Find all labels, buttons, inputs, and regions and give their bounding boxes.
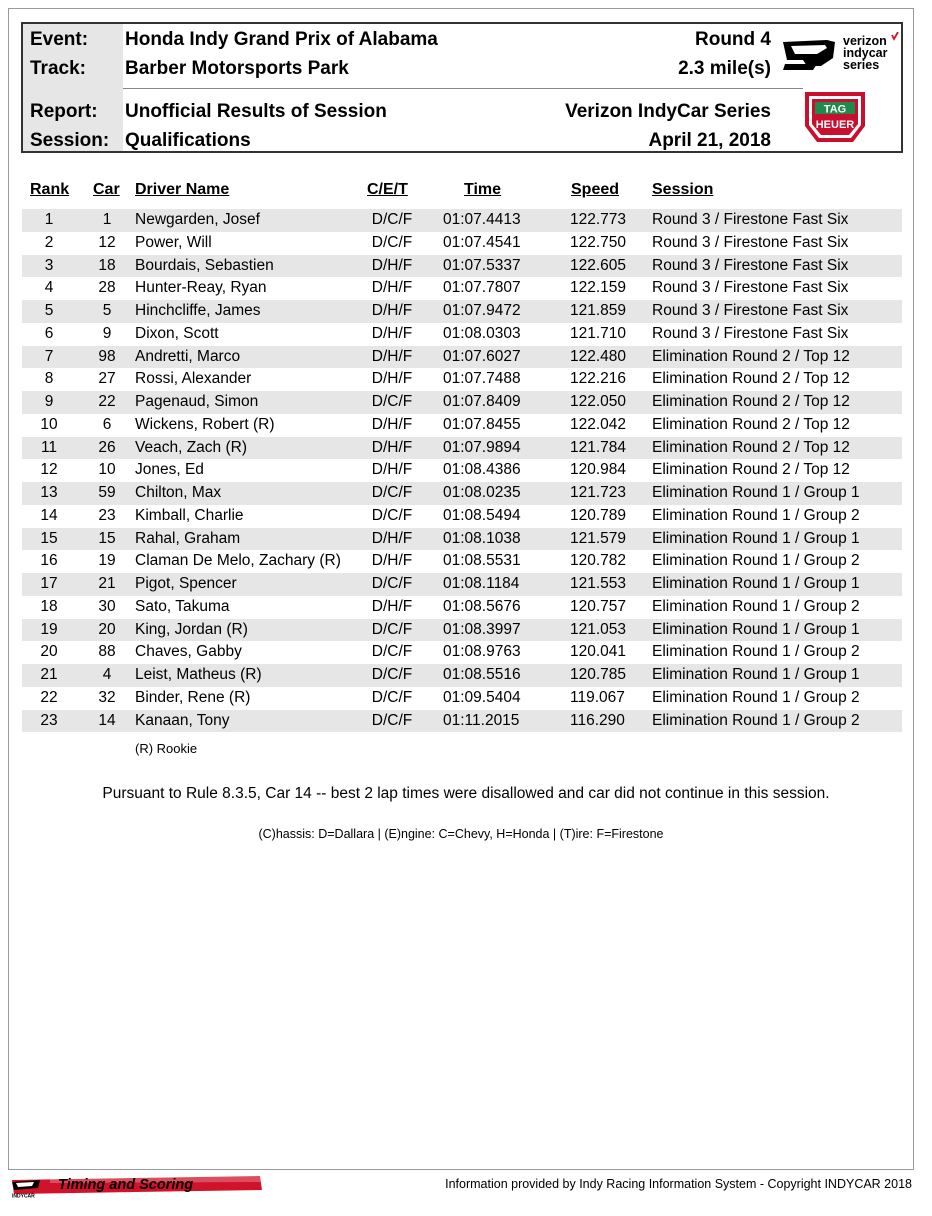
driver-name-cell: Andretti, Marco — [135, 347, 241, 365]
time-cell: 01:08.9763 — [443, 643, 521, 661]
cet-cell: D/H/F — [371, 597, 413, 615]
rank-cell: 3 — [44, 256, 54, 274]
session-cell: Elimination Round 2 / Top 12 — [652, 393, 850, 410]
rank-cell: 13 — [40, 484, 58, 501]
session-cell: Elimination Round 1 / Group 2 — [652, 688, 860, 706]
cet-cell: D/H/F — [371, 438, 413, 456]
rank-cell: 17 — [40, 575, 58, 592]
time-cell: 01:07.7807 — [443, 279, 521, 297]
indycar-small-text: INDYCAR — [12, 1193, 35, 1198]
cet-cell: D/C/F — [371, 506, 413, 524]
session-cell: Round 3 / Firestone Fast Six — [652, 211, 849, 228]
driver-name-cell: Kimball, Charlie — [135, 506, 244, 524]
timing-and-scoring-logo — [10, 1172, 265, 1198]
car-cell: 23 — [98, 506, 116, 524]
car-cell: 4 — [102, 666, 112, 683]
timing-logo-text: Timing and Scoring — [58, 1177, 194, 1193]
col-header-cet: C/E/T — [367, 181, 408, 198]
speed-cell: 116.290 — [570, 711, 625, 729]
result-row — [22, 277, 902, 300]
result-row — [22, 209, 902, 232]
col-header-rank: Rank — [30, 181, 70, 198]
cet-cell: D/H/F — [371, 302, 413, 319]
tag-heuer-logo — [803, 90, 867, 144]
cet-cell: D/C/F — [371, 484, 413, 501]
session-cell: Round 3 / Firestone Fast Six — [652, 324, 849, 342]
time-cell: 01:07.6027 — [443, 347, 521, 365]
time-cell: 01:07.5337 — [443, 256, 521, 274]
indycar-logo-text: indycar — [843, 46, 888, 60]
time-cell: 01:08.1184 — [443, 575, 520, 592]
cet-cell: D/H/F — [371, 347, 413, 365]
rank-cell: 2 — [44, 233, 54, 251]
speed-cell: 120.984 — [570, 461, 627, 479]
time-cell: 01:08.4386 — [443, 461, 521, 479]
verizon-logo-text: verizon — [843, 34, 887, 48]
rank-cell: 1 — [44, 211, 54, 228]
session-cell: Elimination Round 1 / Group 2 — [652, 711, 860, 729]
rank-cell: 11 — [40, 438, 58, 456]
cet-cell: D/C/F — [371, 711, 413, 729]
driver-name-cell: Rahal, Graham — [135, 529, 241, 547]
cet-cell: D/H/F — [371, 552, 413, 570]
result-row — [22, 300, 902, 323]
speed-cell: 121.053 — [570, 620, 627, 638]
speed-cell: 122.159 — [570, 279, 627, 297]
track-name: Barber Motorsports Park — [125, 58, 349, 79]
speed-cell: 122.216 — [570, 370, 627, 388]
result-row — [22, 391, 902, 414]
driver-name-cell: Chaves, Gabby — [135, 643, 242, 661]
rank-cell: 5 — [44, 302, 54, 319]
driver-name-cell: Leist, Matheus (R) — [135, 666, 262, 683]
session-cell: Elimination Round 1 / Group 2 — [652, 597, 860, 615]
time-cell: 01:11.2015 — [443, 711, 520, 729]
cet-cell: D/C/F — [371, 575, 413, 592]
col-header-time: Time — [464, 181, 502, 198]
session-cell: Elimination Round 2 / Top 12 — [652, 438, 850, 456]
car-cell: 88 — [98, 643, 116, 661]
track-length: 2.3 mile(s) — [678, 58, 771, 79]
session-cell: Round 3 / Firestone Fast Six — [652, 233, 849, 251]
speed-cell: 121.579 — [570, 529, 627, 547]
result-row — [22, 255, 902, 278]
speed-cell: 122.050 — [570, 393, 627, 410]
driver-name-cell: Claman De Melo, Zachary (R) — [135, 552, 341, 570]
cet-cell: D/H/F — [371, 324, 413, 342]
speed-cell: 119.067 — [570, 688, 625, 706]
session-cell: Elimination Round 1 / Group 2 — [652, 552, 860, 570]
car-cell: 10 — [98, 461, 116, 479]
car-cell: 28 — [98, 279, 116, 297]
session-cell: Elimination Round 2 / Top 12 — [652, 370, 850, 388]
driver-name-cell: Wickens, Robert (R) — [135, 415, 275, 433]
rule-note: Pursuant to Rule 8.3.5, Car 14 -- best 2 lap times were disallowed and car did not continue in this session. — [102, 785, 830, 802]
cet-cell: D/C/F — [371, 666, 413, 683]
result-row — [22, 232, 902, 255]
session-cell: Elimination Round 1 / Group 1 — [652, 529, 860, 547]
session-cell: Elimination Round 1 / Group 1 — [652, 484, 860, 501]
time-cell: 01:07.8455 — [443, 415, 521, 433]
cet-cell: D/H/F — [371, 256, 413, 274]
cet-cell: D/C/F — [371, 211, 413, 228]
cet-cell: D/H/F — [371, 529, 413, 547]
rank-cell: 18 — [40, 597, 58, 615]
rank-cell: 15 — [40, 529, 58, 547]
result-row — [22, 596, 902, 619]
session-cell: Elimination Round 1 / Group 1 — [652, 575, 860, 592]
rank-cell: 7 — [44, 347, 54, 365]
cet-cell: D/H/F — [371, 279, 413, 297]
rank-cell: 16 — [40, 552, 58, 570]
report-title: Unofficial Results of Session — [125, 101, 387, 122]
session-cell: Elimination Round 2 / Top 12 — [652, 415, 850, 433]
session-cell: Elimination Round 2 / Top 12 — [652, 461, 850, 479]
driver-name-cell: Bourdais, Sebastien — [135, 256, 274, 274]
car-cell: 98 — [98, 347, 116, 365]
cet-cell: D/C/F — [371, 393, 413, 410]
driver-name-cell: Kanaan, Tony — [135, 711, 230, 729]
car-cell: 5 — [102, 302, 112, 319]
car-cell: 1 — [102, 211, 112, 228]
session-cell: Elimination Round 2 / Top 12 — [652, 347, 850, 365]
result-row — [22, 505, 902, 528]
result-row — [22, 482, 902, 505]
speed-cell: 122.605 — [570, 256, 627, 274]
time-cell: 01:08.0235 — [443, 484, 521, 501]
time-cell: 01:08.3997 — [443, 620, 521, 638]
time-cell: 01:07.4413 — [443, 211, 521, 228]
result-row — [22, 368, 902, 391]
cet-cell: D/C/F — [371, 643, 413, 661]
car-cell: 20 — [98, 620, 116, 638]
car-cell: 21 — [98, 575, 116, 592]
rank-cell: 4 — [44, 279, 54, 297]
col-header-session: Session — [652, 181, 714, 198]
time-cell: 01:08.1038 — [443, 529, 521, 547]
speed-cell: 121.859 — [570, 302, 627, 319]
heuer-logo-text: HEUER — [815, 119, 855, 131]
rank-cell: 8 — [44, 370, 54, 388]
driver-name-cell: Jones, Ed — [135, 461, 204, 479]
result-row — [22, 573, 902, 596]
time-cell: 01:07.4541 — [443, 233, 521, 251]
report-label: Report: — [30, 101, 98, 122]
speed-cell: 120.785 — [570, 666, 627, 683]
driver-name-cell: Dixon, Scott — [135, 324, 219, 342]
col-header-car: Car — [93, 181, 120, 198]
car-cell: 30 — [98, 597, 116, 615]
time-cell: 01:07.9472 — [443, 302, 521, 319]
speed-cell: 120.789 — [570, 506, 627, 524]
result-row — [22, 437, 902, 460]
time-cell: 01:08.5676 — [443, 597, 521, 615]
verizon-indycar-logo — [777, 32, 899, 74]
session-cell: Elimination Round 1 / Group 2 — [652, 506, 860, 524]
session-label: Session: — [30, 130, 110, 151]
car-cell: 6 — [102, 415, 112, 433]
track-label: Track: — [30, 58, 86, 79]
event-name: Honda Indy Grand Prix of Alabama — [125, 29, 438, 50]
result-row — [22, 687, 902, 710]
result-row — [22, 664, 902, 687]
speed-cell: 120.757 — [570, 597, 627, 615]
rank-cell: 14 — [40, 506, 58, 524]
time-cell: 01:09.5404 — [443, 688, 521, 706]
rank-cell: 22 — [40, 688, 58, 706]
speed-cell: 121.784 — [570, 438, 627, 456]
rank-cell: 10 — [40, 415, 58, 433]
rookie-note: (R) Rookie — [135, 741, 198, 756]
driver-name-cell: Veach, Zach (R) — [135, 438, 247, 456]
series-logo-text: series — [843, 58, 880, 72]
car-cell: 59 — [98, 484, 116, 501]
driver-name-cell: Hunter-Reay, Ryan — [135, 279, 267, 297]
series-name: Verizon IndyCar Series — [565, 101, 771, 122]
event-label: Event: — [30, 29, 89, 50]
time-cell: 01:08.5531 — [443, 552, 521, 570]
driver-name-cell: Pigot, Spencer — [135, 575, 237, 592]
speed-cell: 120.041 — [570, 643, 627, 661]
driver-name-cell: King, Jordan (R) — [135, 620, 248, 638]
session-cell: Round 3 / Firestone Fast Six — [652, 279, 849, 297]
driver-name-cell: Pagenaud, Simon — [135, 393, 259, 410]
cet-cell: D/C/F — [371, 620, 413, 638]
driver-name-cell: Newgarden, Josef — [135, 211, 260, 228]
speed-cell: 122.773 — [570, 211, 627, 228]
car-cell: 27 — [98, 370, 116, 388]
report-header — [21, 22, 903, 153]
driver-name-cell: Sato, Takuma — [135, 597, 230, 615]
time-cell: 01:08.0303 — [443, 324, 521, 342]
result-row — [22, 619, 902, 642]
rank-cell: 21 — [40, 666, 58, 683]
results-table — [22, 209, 902, 732]
result-row — [22, 323, 902, 346]
result-row — [22, 641, 902, 664]
time-cell: 01:07.8409 — [443, 393, 521, 410]
result-row — [22, 710, 902, 733]
cet-cell: D/H/F — [371, 461, 413, 479]
car-cell: 32 — [98, 688, 116, 706]
car-cell: 15 — [98, 529, 116, 547]
session-cell: Elimination Round 1 / Group 1 — [652, 666, 860, 683]
speed-cell: 121.710 — [570, 324, 627, 342]
car-cell: 18 — [98, 256, 116, 274]
result-row — [22, 459, 902, 482]
car-cell: 22 — [98, 393, 116, 410]
speed-cell: 122.750 — [570, 233, 627, 251]
cet-cell: D/H/F — [371, 415, 413, 433]
time-cell: 01:08.5516 — [443, 666, 521, 683]
cet-cell: D/C/F — [371, 688, 413, 706]
round-number: Round 4 — [695, 29, 771, 50]
result-row — [22, 550, 902, 573]
car-cell: 19 — [98, 552, 116, 570]
time-cell: 01:07.9894 — [443, 438, 521, 456]
driver-name-cell: Chilton, Max — [135, 484, 222, 501]
header-divider — [123, 88, 803, 89]
driver-name-cell: Binder, Rene (R) — [135, 688, 251, 706]
driver-name-cell: Hinchcliffe, James — [135, 302, 261, 319]
driver-name-cell: Power, Will — [135, 233, 212, 251]
copyright-text: Information provided by Indy Racing Information System - Copyright INDYCAR 2018 — [445, 1177, 912, 1191]
rank-cell: 19 — [40, 620, 58, 638]
speed-cell: 122.480 — [570, 347, 627, 365]
session-cell: Elimination Round 1 / Group 1 — [652, 620, 860, 638]
session-cell: Round 3 / Firestone Fast Six — [652, 256, 849, 274]
session-date: April 21, 2018 — [648, 130, 771, 151]
rank-cell: 23 — [40, 711, 58, 729]
rank-cell: 9 — [44, 393, 54, 410]
col-header-driver: Driver Name — [135, 181, 230, 198]
result-row — [22, 414, 902, 437]
result-row — [22, 346, 902, 369]
time-cell: 01:08.5494 — [443, 506, 521, 524]
col-header-speed: Speed — [571, 181, 620, 198]
session-name: Qualifications — [125, 130, 251, 151]
car-cell: 9 — [102, 324, 112, 342]
speed-cell: 122.042 — [570, 415, 627, 433]
car-cell: 12 — [98, 233, 116, 251]
cet-legend: (C)hassis: D=Dallara | (E)ngine: C=Chevy, H=Honda | (T)ire: F=Firestone — [258, 827, 664, 841]
session-cell: Round 3 / Firestone Fast Six — [652, 302, 849, 319]
speed-cell: 121.723 — [570, 484, 627, 501]
tag-logo-text: TAG — [823, 103, 847, 116]
rank-cell: 20 — [40, 643, 58, 661]
driver-name-cell: Rossi, Alexander — [135, 370, 252, 388]
result-row — [22, 528, 902, 551]
cet-cell: D/H/F — [371, 370, 413, 388]
rank-cell: 6 — [44, 324, 54, 342]
time-cell: 01:07.7488 — [443, 370, 521, 388]
speed-cell: 121.553 — [570, 575, 627, 592]
car-cell: 14 — [98, 711, 116, 729]
car-cell: 26 — [98, 438, 116, 456]
speed-cell: 120.782 — [570, 552, 627, 570]
session-cell: Elimination Round 1 / Group 2 — [652, 643, 860, 661]
rank-cell: 12 — [40, 461, 58, 479]
cet-cell: D/C/F — [371, 233, 413, 251]
